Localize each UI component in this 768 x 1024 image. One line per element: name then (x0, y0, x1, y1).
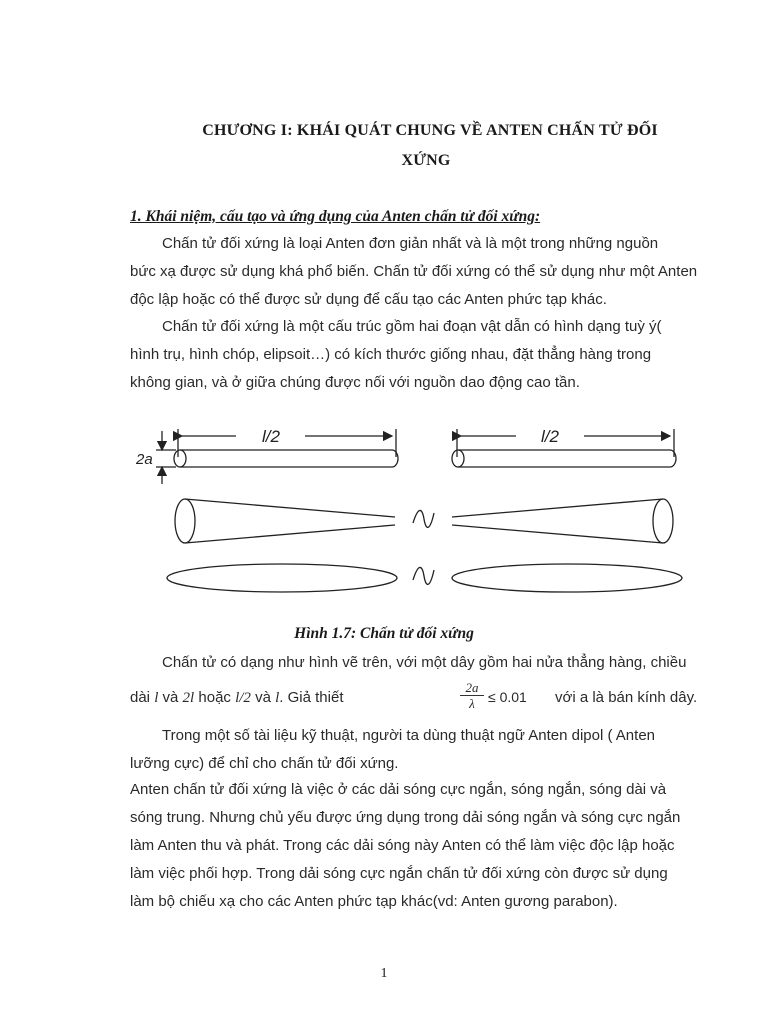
cone-right-edge (452, 525, 663, 543)
paragraph-5-line: làm Anten thu và phát. Trong các dải sóng này Anten có thể làm việc độc lập hoặc (130, 837, 675, 854)
cone-left-base (175, 499, 195, 543)
cylinder-right-end (452, 450, 464, 467)
section-heading: 1. Khái niệm, cấu tạo và ứng dụng của Anten chấn tử đối xứng: (130, 208, 541, 225)
paragraph-5 (130, 776, 695, 916)
ellipsoid-right (452, 564, 682, 592)
dipole-figure (0, 405, 768, 605)
paragraph-3-line1-wrap (130, 649, 695, 677)
cone-right-base (653, 499, 673, 543)
paragraph-2-line: hình trụ, hình chóp, elipsoit…) có kích thước giống nhau, đặt thẳng hàng trong (130, 346, 652, 363)
ac-source-icon (413, 567, 434, 584)
chapter-title-line2: XỨNG (401, 152, 451, 169)
paragraph-2-line: không gian, và ở giữa chúng được nối với nguồn dao động cao tần. (130, 374, 580, 391)
figure-caption: Hình 1.7: Chấn tử đối xứng (294, 625, 474, 642)
page-number: 1 (380, 966, 388, 981)
paragraph-5-line: sóng trung. Nhưng chủ yếu được ứng dụng trong dải sóng ngắn và sóng cực ngắn (130, 809, 681, 826)
paragraph-4-line: lưỡng cực) để chỉ cho chấn tử đối xứng. (130, 755, 399, 772)
cylinder-right (458, 450, 676, 467)
paragraph-2 (130, 313, 695, 397)
formula-prefix: dài l và 2l hoặc l/2 và l. Giả thiết (130, 689, 344, 706)
paragraph-5-line: Anten chấn tử đối xứng là việc ở các dải sóng cực ngắn, sóng ngắn, sóng dài và (130, 781, 667, 798)
length-label-right: l/2 (541, 427, 559, 446)
cone-left-edge (185, 525, 395, 543)
length-label-left: l/2 (262, 427, 280, 446)
paragraph-1 (130, 230, 698, 314)
paragraph-5-line: làm bộ chiếu xạ cho các Anten phức tạp khác(vd: Anten gương parabon). (130, 893, 618, 910)
chapter-title-line1: CHƯƠNG I: KHÁI QUÁT CHUNG VỀ ANTEN CHẤN TỬ ĐỐI (202, 122, 658, 139)
paragraph-4-line: Trong một số tài liệu kỹ thuật, người ta dùng thuật ngữ Anten dipol ( Anten (162, 727, 656, 744)
paragraph-1-line: bức xạ được sử dụng khá phổ biến. Chấn tử đối xứng có thể sử dụng như một Anten (130, 263, 698, 280)
paragraph-3-line: Chấn tử có dạng như hình vẽ trên, với một dây gồm hai nửa thẳng hàng, chiều (162, 654, 687, 671)
ellipsoid-left (167, 564, 397, 592)
formula-line (130, 680, 730, 720)
fraction-2a-over-lambda: $\frac{2a}{\lambda}$ (460, 680, 484, 712)
paragraph-4 (130, 722, 695, 778)
condition-value: ≤ 0.01 (488, 689, 527, 705)
paragraph-1-line: Chấn tử đối xứng là loại Anten đơn giản nhất và là một trong những nguồn (162, 235, 659, 252)
cone-right-edge (452, 499, 663, 517)
diameter-label: 2a (136, 451, 153, 468)
paragraph-5-line: làm việc phối hợp. Trong dải sóng cực ngắn chấn tử đối xứng còn được sử dụng (130, 865, 668, 882)
formula-suffix: với a là bán kính dây. (555, 689, 698, 706)
paragraph-1-line: độc lập hoặc có thể được sử dụng để cấu tạo các Anten phức tạp khác. (130, 291, 607, 308)
paragraph-2-line: Chấn tử đối xứng là một cấu trúc gồm hai đoạn vật dẫn có hình dạng tuỳ ý( (162, 318, 662, 335)
ac-source-icon (413, 510, 434, 527)
cylinder-left (180, 450, 398, 467)
cylinder-left-end (174, 450, 186, 467)
cone-left-edge (185, 499, 395, 517)
